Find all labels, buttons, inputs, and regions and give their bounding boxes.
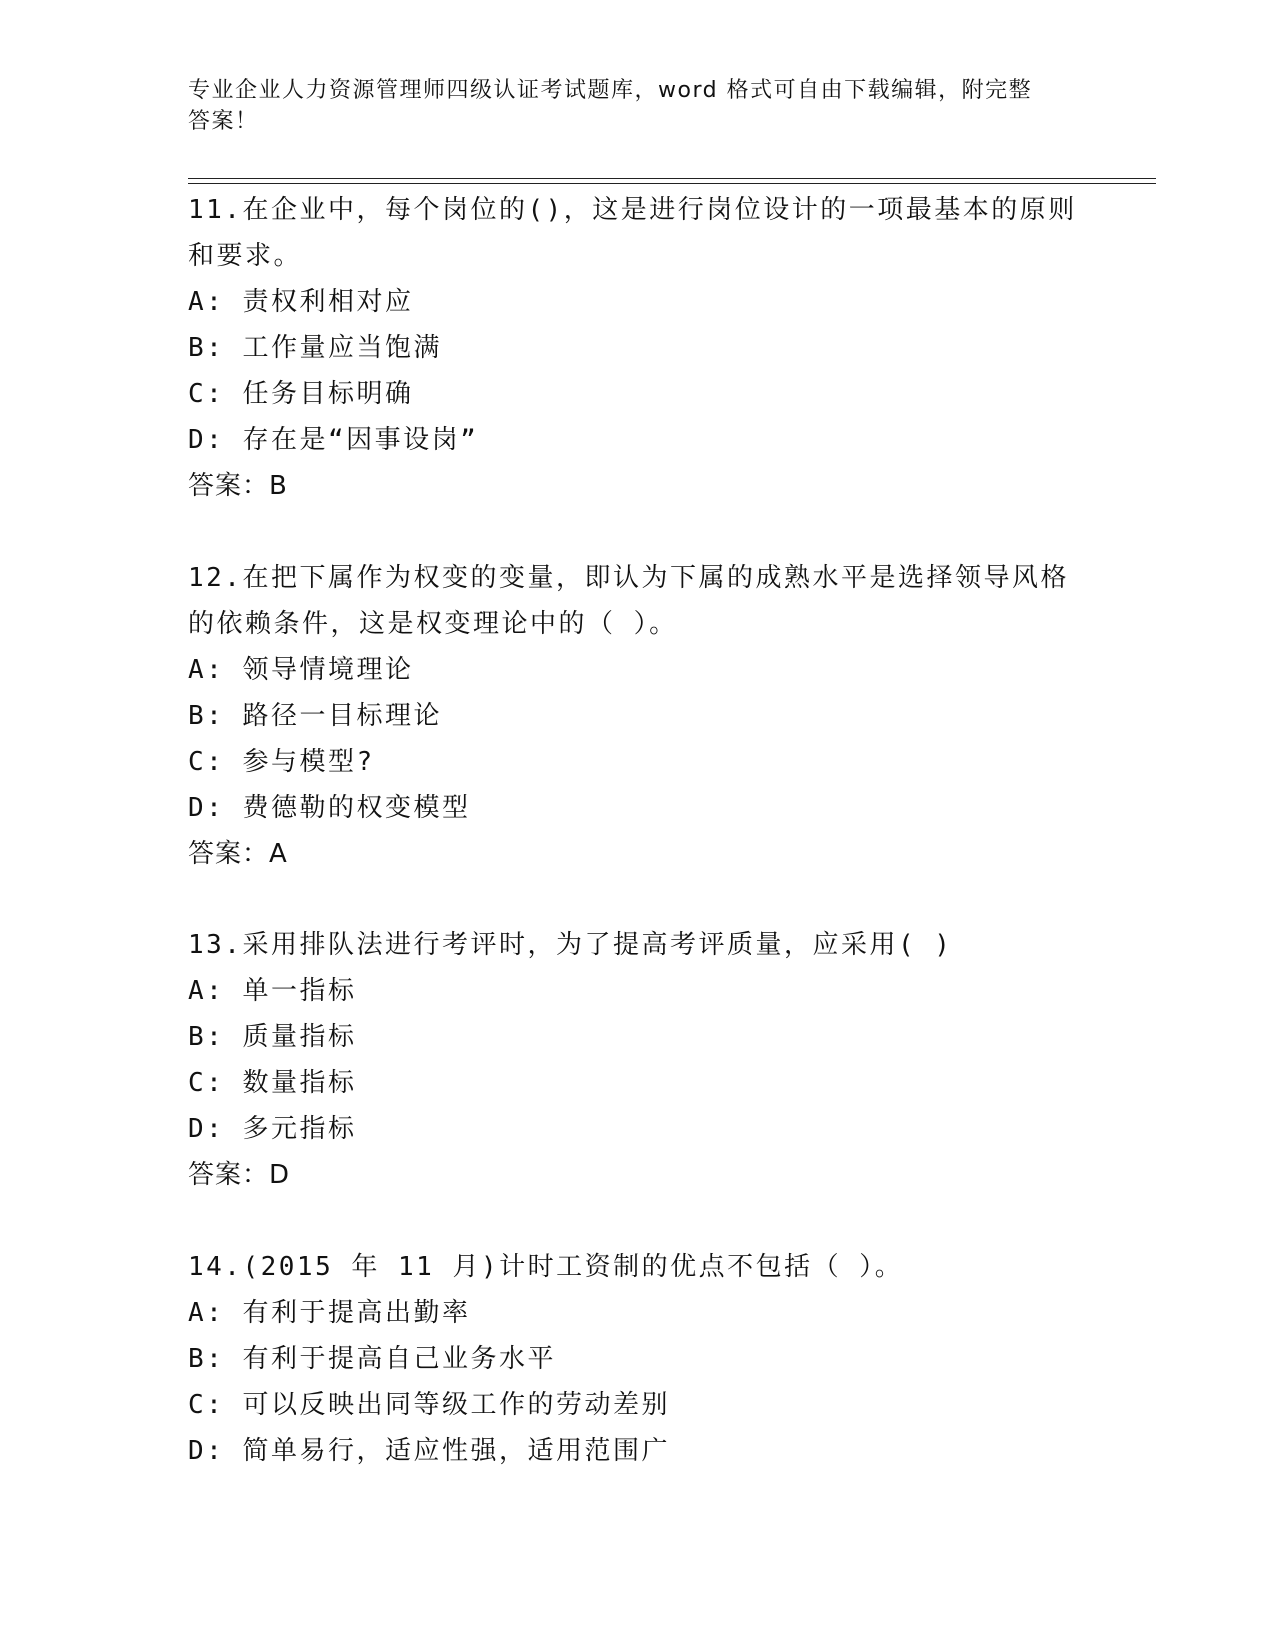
option-d: D: 存在是“因事设岗” — [188, 425, 479, 455]
option-c: C: 参与模型? — [188, 747, 375, 777]
header-divider-bottom — [188, 183, 1156, 184]
header-divider-top — [188, 178, 1156, 179]
question-stem: 13.采用排队法进行考评时，为了提高考评质量，应采用( ) — [188, 930, 953, 960]
option-d: D: 多元指标 — [188, 1114, 357, 1144]
page-header — [188, 75, 1068, 137]
question-stem: 的依赖条件，这是权变理论中的（ ）。 — [188, 609, 678, 639]
answer: 答案：B — [188, 471, 288, 501]
option-d: D: 简单易行，适应性强，适用范围广 — [188, 1436, 670, 1466]
question-13 — [188, 922, 1088, 1198]
question-stem: 12.在把下属作为权变的变量，即认为下属的成熟水平是选择领导风格 — [188, 563, 1069, 593]
header-line-2: 答案！ — [188, 109, 259, 134]
question-stem: 14.(2015 年 11 月)计时工资制的优点不包括（ ）。 — [188, 1252, 904, 1282]
answer: 答案：D — [188, 1160, 291, 1190]
option-b: B: 工作量应当饱满 — [188, 333, 442, 363]
question-12 — [188, 555, 1088, 877]
header-line-1: 专业企业人力资源管理师四级认证考试题库，word 格式可自由下载编辑，附完整 — [188, 78, 1033, 103]
question-stem: 和要求。 — [188, 241, 303, 271]
option-b: B: 路径一目标理论 — [188, 701, 442, 731]
question-11 — [188, 187, 1088, 509]
answer: 答案：A — [188, 839, 288, 869]
option-c: C: 可以反映出同等级工作的劳动差别 — [188, 1390, 670, 1420]
option-c: C: 数量指标 — [188, 1068, 357, 1098]
option-a: A: 有利于提高出勤率 — [188, 1298, 471, 1328]
question-14 — [188, 1244, 1088, 1474]
option-d: D: 费德勒的权变模型 — [188, 793, 471, 823]
option-a: A: 领导情境理论 — [188, 655, 414, 685]
option-c: C: 任务目标明确 — [188, 379, 414, 409]
question-stem: 11.在企业中，每个岗位的()，这是进行岗位设计的一项最基本的原则 — [188, 195, 1077, 225]
option-b: B: 有利于提高自己业务水平 — [188, 1344, 556, 1374]
option-a: A: 责权利相对应 — [188, 287, 414, 317]
option-b: B: 质量指标 — [188, 1022, 357, 1052]
option-a: A: 单一指标 — [188, 976, 357, 1006]
